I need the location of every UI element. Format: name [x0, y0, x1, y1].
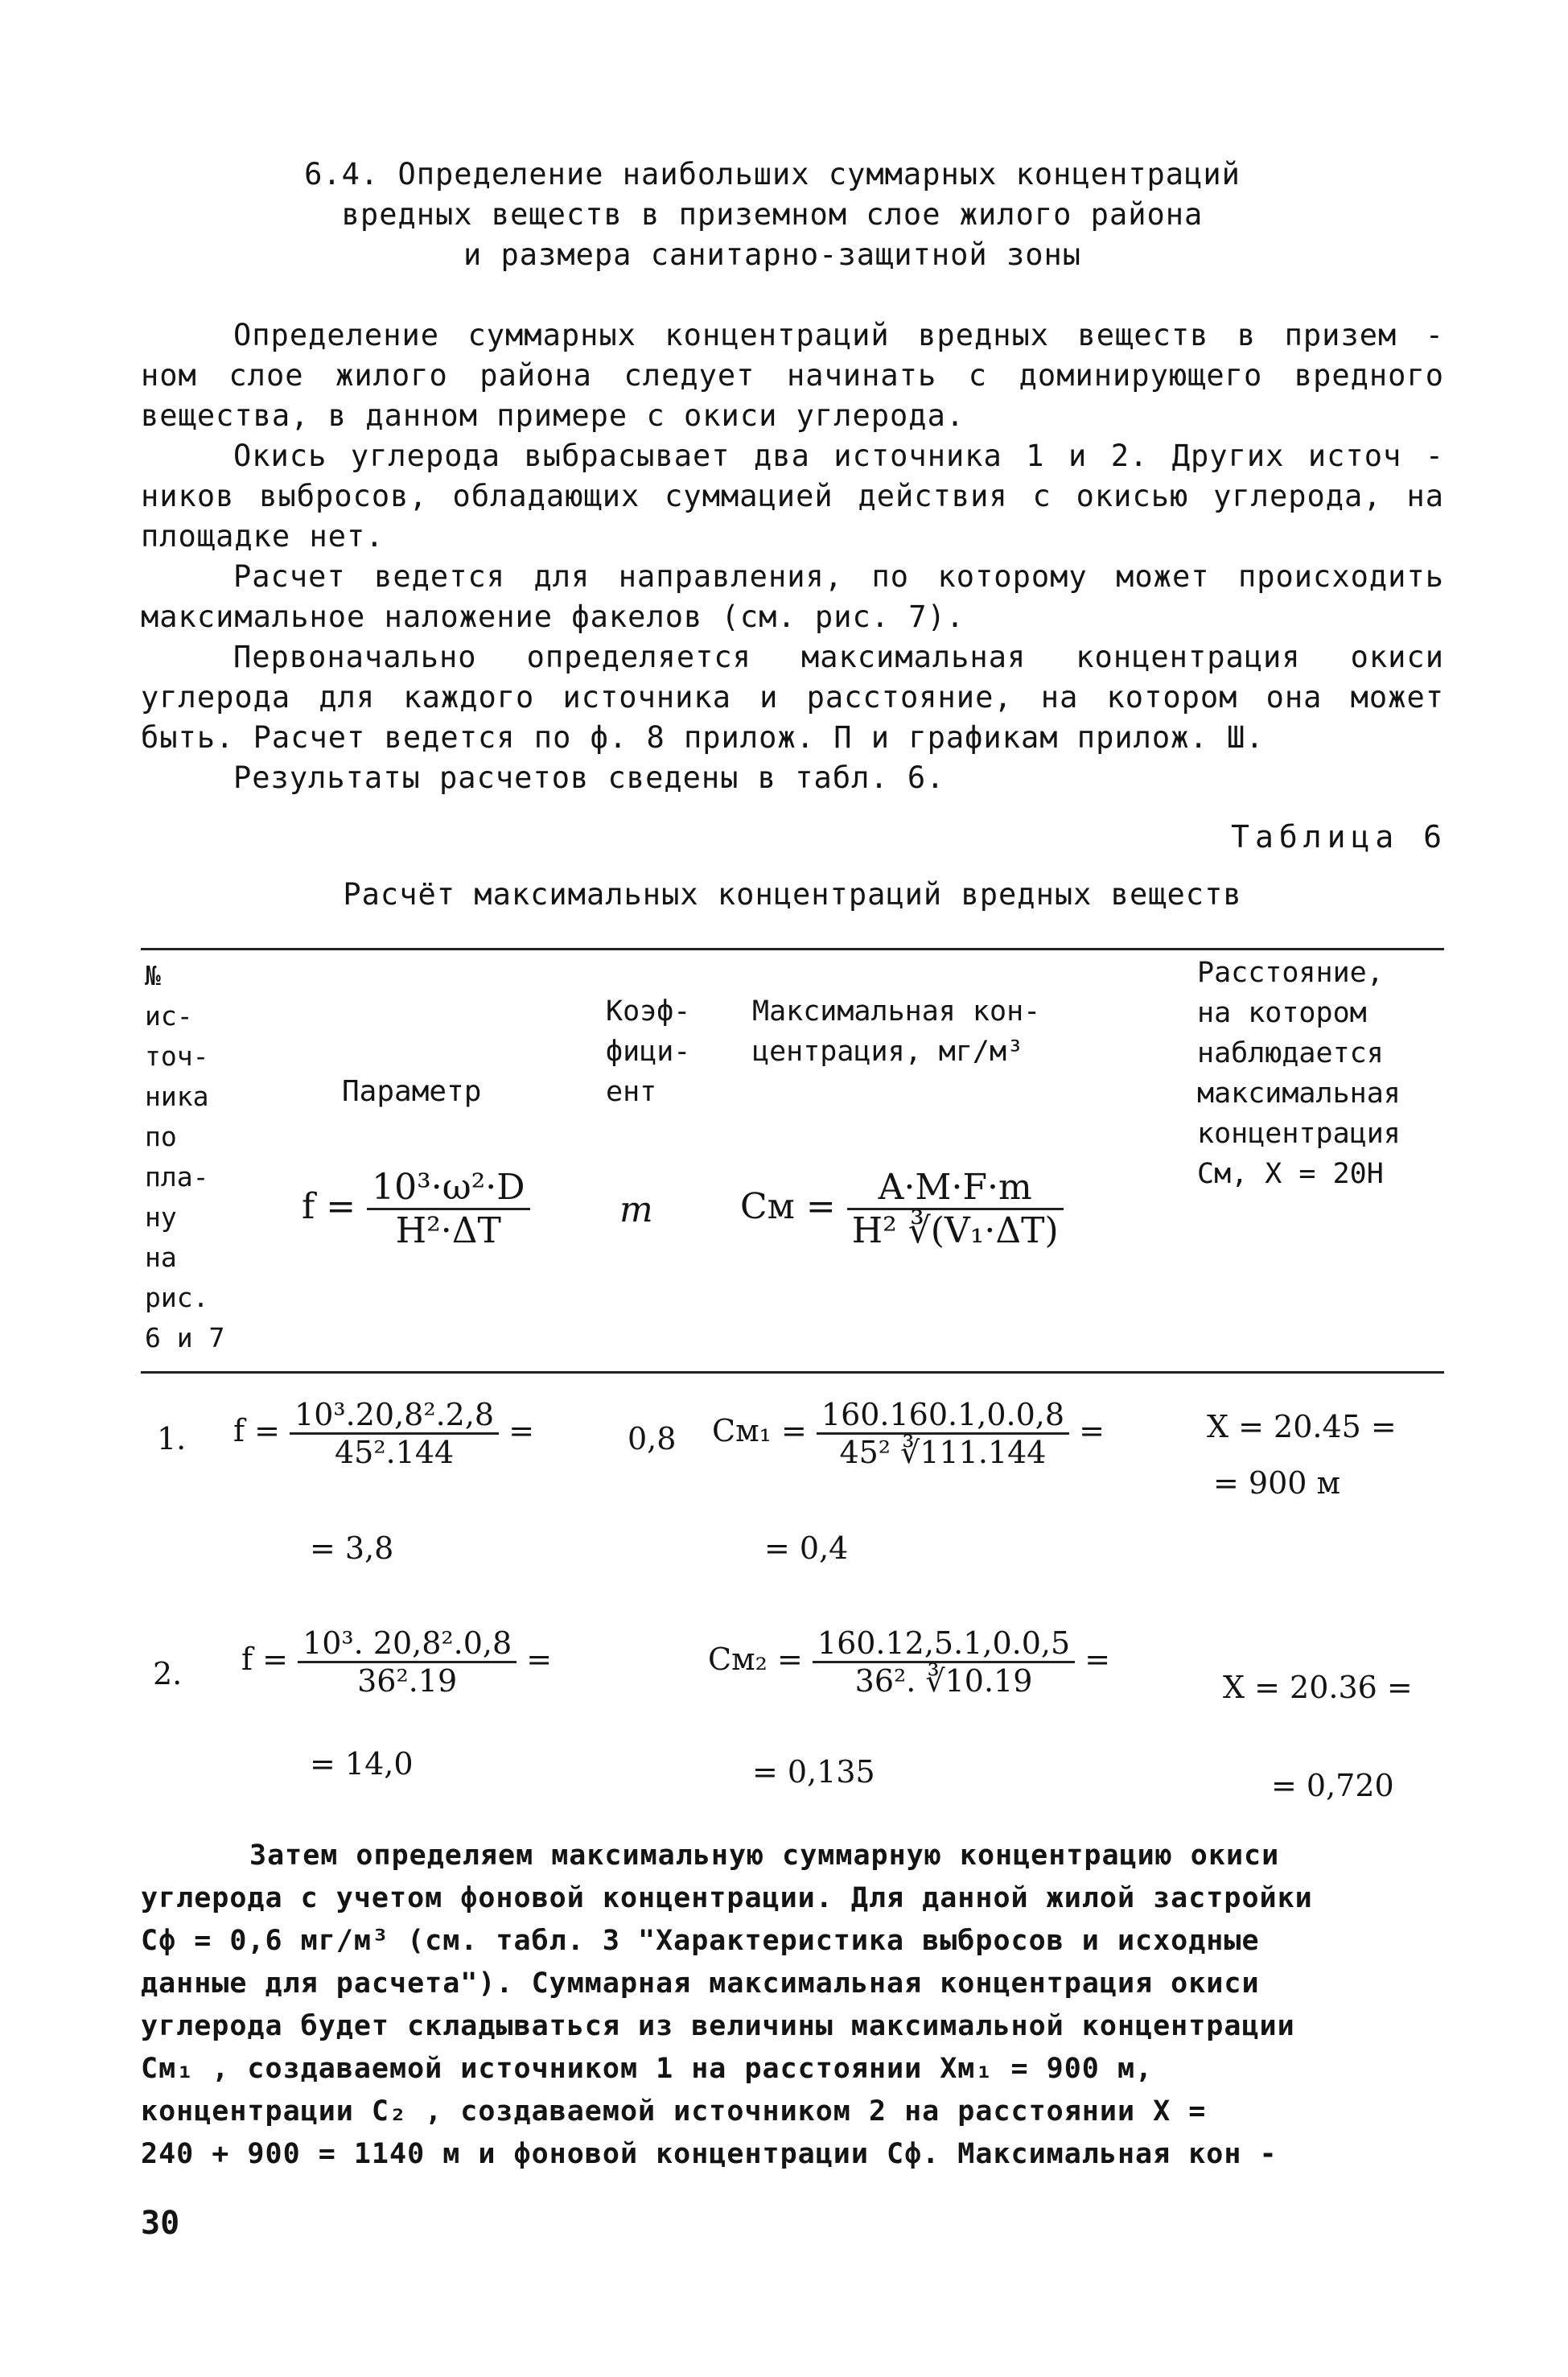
- row-1-distance: Х = 20.45 = = 900 м: [1207, 1409, 1397, 1501]
- table-caption: Расчёт максимальных концентраций вредных веществ: [343, 877, 1242, 912]
- section-title-line-2: вредных веществ в приземном слое жилого района: [341, 197, 1204, 232]
- header-param-formula: f = $\frac{\text{10³·ω²·D}}{\text{H²·ΔT}}$: [302, 1167, 530, 1251]
- table-top-rule: [141, 948, 1444, 950]
- table-label: Таблица 6: [1231, 819, 1447, 855]
- closing-paragraph: Затем определяем максимальную суммарную концентрацию окиси углерода с учетом фоновой концентрации. Для данной жилой застройки Сф = 0,6 мг/м³ (см. табл. 3 "Характеристика выбросов и исходные данные для расчета"). Суммарная максимальная концентрация окиси углерода будет складываться из величины максимальной концентрации См₁ , создаваемой источником 1 на расстоянии Хм₁ = 900 м, концентрации С₂ , создаваемой источником 2 на расстоянии Х = 240 + 900 = 1140 м и фоновой концентрации Сф. Максимальная кон -: [141, 1839, 1313, 2170]
- header-parameter: Параметр: [342, 1075, 482, 1108]
- row-2-param-result: = 14,0: [310, 1746, 414, 1782]
- row-2-max: См₂ = $\frac{160.12,5.1,0.0,5}{\text{36². ∛10.19}}$ =: [708, 1625, 1111, 1699]
- row-1-number: 1.: [157, 1421, 187, 1456]
- row-2-param: f = $\frac{\text{10³. 20,8².0,8}}{\text{36².19}}$ =: [241, 1625, 553, 1699]
- paragraph-5: Результаты расчетов сведены в табл. 6.: [233, 760, 945, 795]
- header-coefficient: Коэф- фици- ент: [606, 995, 691, 1108]
- table-header-rule: [141, 1371, 1444, 1374]
- header-max-concentration: Максимальная кон- центрация, мг/м³: [752, 995, 1041, 1068]
- paragraph-1: Определение суммарных концентраций вредных веществ в призем - ном слое жилого района следует начинать с доминирующего вредного вещества, в данном примере с окиси углерода.: [141, 318, 1444, 433]
- row-1-coef: 0,8: [628, 1421, 677, 1456]
- row-2-number: 2.: [153, 1656, 183, 1691]
- row-2-max-result: = 0,135: [752, 1754, 875, 1790]
- section-title-line-3: и размера санитарно-защитной зоны: [463, 237, 1082, 272]
- paragraph-3: Расчет ведется для направления, по которому может происходить максимальное наложение факелов (см. рис. 7).: [141, 559, 1444, 634]
- row-1-max: См₁ = $\frac{160.160.1,0.0,8}{\text{45² ∛111.144}}$ =: [712, 1397, 1105, 1470]
- page-number: 30: [141, 2205, 180, 2242]
- header-distance: Расстояние, на котором наблюдается максимальная концентрация См, Х = 20Н: [1197, 957, 1401, 1190]
- row-1-param: f = $\frac{\text{10³.20,8².2,8}}{\text{45².144}}$ =: [233, 1397, 535, 1470]
- header-max-formula: См = $\frac{A\cdot M\cdot F\cdot m}{\text{H² ∛(V₁·ΔT)}}$: [740, 1167, 1064, 1251]
- row-2-distance: Х = 20.36 = = 0,720: [1223, 1670, 1413, 1803]
- paragraph-4: Первоначально определяется максимальная концентрация окиси углерода для каждого источника и расстояние, на котором она может быть. Расчет ведется по ф. 8 прилож. П и графикам прилож. Ш.: [141, 640, 1444, 755]
- header-coef-symbol: m: [619, 1189, 653, 1230]
- row-1-max-result: = 0,4: [764, 1530, 849, 1566]
- row-1-param-result: = 3,8: [310, 1530, 394, 1566]
- section-title-line-1: 6.4. Определение наибольших суммарных концентраций: [304, 157, 1241, 192]
- header-source-number: № ис- точ- ника по пла- ну на рис. 6 и 7: [145, 960, 225, 1353]
- paragraph-2: Окись углерода выбрасывает два источника 1 и 2. Других источ - ников выбросов, обладающих суммацией действия с окисью углерода, на площадке нет.: [141, 439, 1444, 554]
